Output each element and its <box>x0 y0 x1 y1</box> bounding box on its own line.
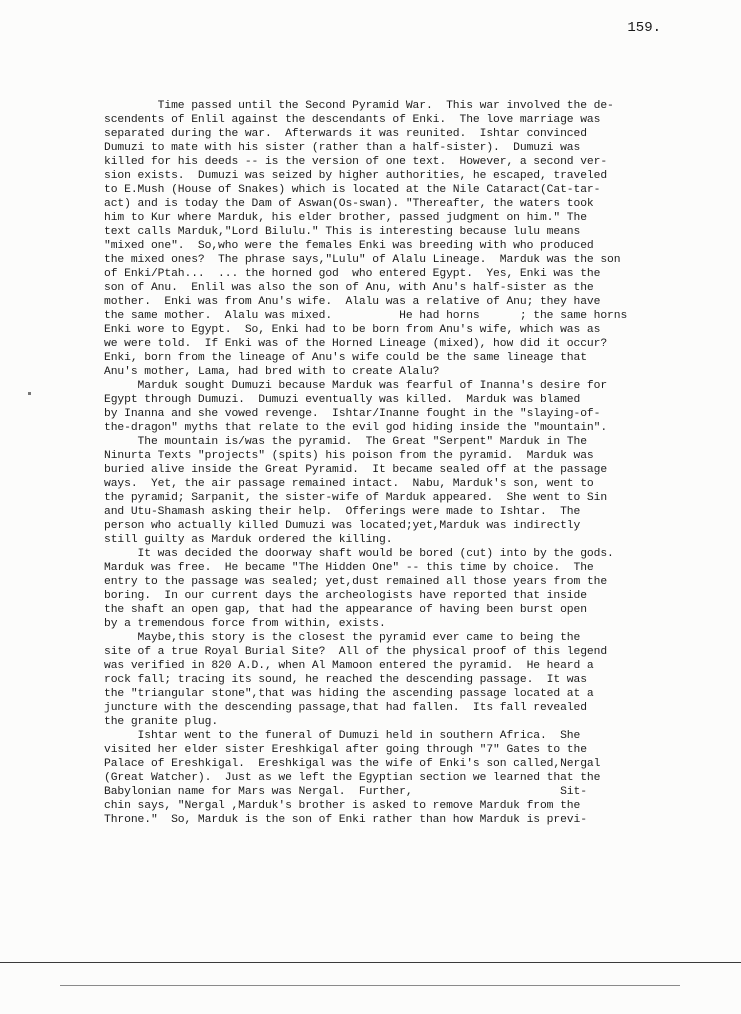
text-line: Anu's mother, Lama, had bred with to create Alalu? <box>104 366 440 378</box>
text-line: visited her elder sister Ereshkigal after going through "7" Gates to the <box>104 744 587 756</box>
text-line: boring. In our current days the archeologists have reported that inside <box>104 590 587 602</box>
text-line: of Enki/Ptah... ... the horned god who entered Egypt. Yes, Enki was the <box>104 268 601 280</box>
text-line: text calls Marduk,"Lord Bilulu." This is interesting because lulu means <box>104 226 581 238</box>
text-line: The mountain is/was the pyramid. The Great "Serpent" Marduk in The <box>104 436 587 448</box>
text-line: still guilty as Marduk ordered the killing. <box>104 534 393 546</box>
text-line: Maybe,this story is the closest the pyramid ever came to being the <box>104 632 581 644</box>
body-text <box>104 99 684 827</box>
footer-rule <box>60 985 680 986</box>
text-line: him to Kur where Marduk, his elder brother, passed judgment on him." The <box>104 212 587 224</box>
text-line: act) and is today the Dam of Aswan(Os-swan). "Thereafter, the waters took <box>104 198 594 210</box>
text-line: Marduk sought Dumuzi because Marduk was fearful of Inanna's desire for <box>104 380 608 392</box>
text-line: scendents of Enlil against the descendants of Enki. The love marriage was <box>104 114 601 126</box>
text-line: Enki wore to Egypt. So, Enki had to be born from Anu's wife, which was as <box>104 324 601 336</box>
text-line: separated during the war. Afterwards it was reunited. Ishtar convinced <box>104 128 587 140</box>
text-line: Dumuzi to mate with his sister (rather than a half-sister). Dumuzi was <box>104 142 581 154</box>
text-line: by a tremendous force from within, exists. <box>104 618 386 630</box>
text-line: Throne." So, Marduk is the son of Enki rather than how Marduk is previ- <box>104 814 587 826</box>
text-line: Palace of Ereshkigal. Ereshkigal was the wife of Enki's son called,Nergal <box>104 758 601 770</box>
text-line: killed for his deeds -- is the version of one text. However, a second ver- <box>104 156 608 168</box>
text-line: by Inanna and she vowed revenge. Ishtar/Inanne fought in the "slaying-of- <box>104 408 601 420</box>
text-line: the granite plug. <box>104 716 219 728</box>
text-line: the mixed ones? The phrase says,"Lulu" of Alalu Lineage. Marduk was the son <box>104 254 621 266</box>
text-line: to E.Mush (House of Snakes) which is located at the Nile Cataract(Cat-tar- <box>104 184 601 196</box>
text-line: entry to the passage was sealed; yet,dust remained all those years from the <box>104 576 608 588</box>
text-line: Ninurta Texts "projects" (spits) his poison from the pyramid. Marduk was <box>104 450 594 462</box>
text-line: "mixed one". So,who were the females Enki was breeding with who produced <box>104 240 594 252</box>
text-line: we were told. If Enki was of the Horned Lineage (mixed), how did it occur? <box>104 338 608 350</box>
text-line: son of Anu. Enlil was also the son of Anu, with Anu's half-sister as the <box>104 282 594 294</box>
text-line: was verified in 820 A.D., when Al Mamoon entered the pyramid. He heard a <box>104 660 594 672</box>
text-line: (Great Watcher). Just as we left the Egyptian section we learned that the <box>104 772 601 784</box>
text-line: sion exists. Dumuzi was seized by higher authorities, he escaped, traveled <box>104 170 608 182</box>
page-number: 159. <box>627 20 661 36</box>
text-line: juncture with the descending passage,that had fallen. Its fall revealed <box>104 702 587 714</box>
text-line: Time passed until the Second Pyramid War. This war involved the de- <box>104 100 614 112</box>
text-line: Enki, born from the lineage of Anu's wife could be the same lineage that <box>104 352 587 364</box>
bottom-rule <box>0 962 741 963</box>
margin-mark <box>28 392 31 395</box>
text-line: the "triangular stone",that was hiding the ascending passage located at a <box>104 688 594 700</box>
text-line: site of a true Royal Burial Site? All of the physical proof of this legend <box>104 646 608 658</box>
text-line: rock fall; tracing its sound, he reached the descending passage. It was <box>104 674 587 686</box>
text-line: ways. Yet, the air passage remained intact. Nabu, Marduk's son, went to <box>104 478 594 490</box>
text-line: the pyramid; Sarpanit, the sister-wife of Marduk appeared. She went to Sin <box>104 492 608 504</box>
text-line: the-dragon" myths that relate to the evil god hiding inside the "mountain". <box>104 422 608 434</box>
text-line: and Utu-Shamash asking their help. Offerings were made to Ishtar. The <box>104 506 581 518</box>
text-line: the same mother. Alalu was mixed. He had horns ; the same horns <box>104 310 628 322</box>
text-line: Babylonian name for Mars was Nergal. Further, Sit- <box>104 786 587 798</box>
text-line: Egypt through Dumuzi. Dumuzi eventually was killed. Marduk was blamed <box>104 394 581 406</box>
text-line: chin says, "Nergal ,Marduk's brother is asked to remove Marduk from the <box>104 800 581 812</box>
text-line: Marduk was free. He became "The Hidden One" -- this time by choice. The <box>104 562 594 574</box>
text-line: buried alive inside the Great Pyramid. It became sealed off at the passage <box>104 464 608 476</box>
text-line: the shaft an open gap, that had the appearance of having been burst open <box>104 604 587 616</box>
text-line: person who actually killed Dumuzi was located;yet,Marduk was indirectly <box>104 520 581 532</box>
text-line: mother. Enki was from Anu's wife. Alalu was a relative of Anu; they have <box>104 296 601 308</box>
text-line: Ishtar went to the funeral of Dumuzi held in southern Africa. She <box>104 730 581 742</box>
text-line: It was decided the doorway shaft would be bored (cut) into by the gods. <box>104 548 614 560</box>
